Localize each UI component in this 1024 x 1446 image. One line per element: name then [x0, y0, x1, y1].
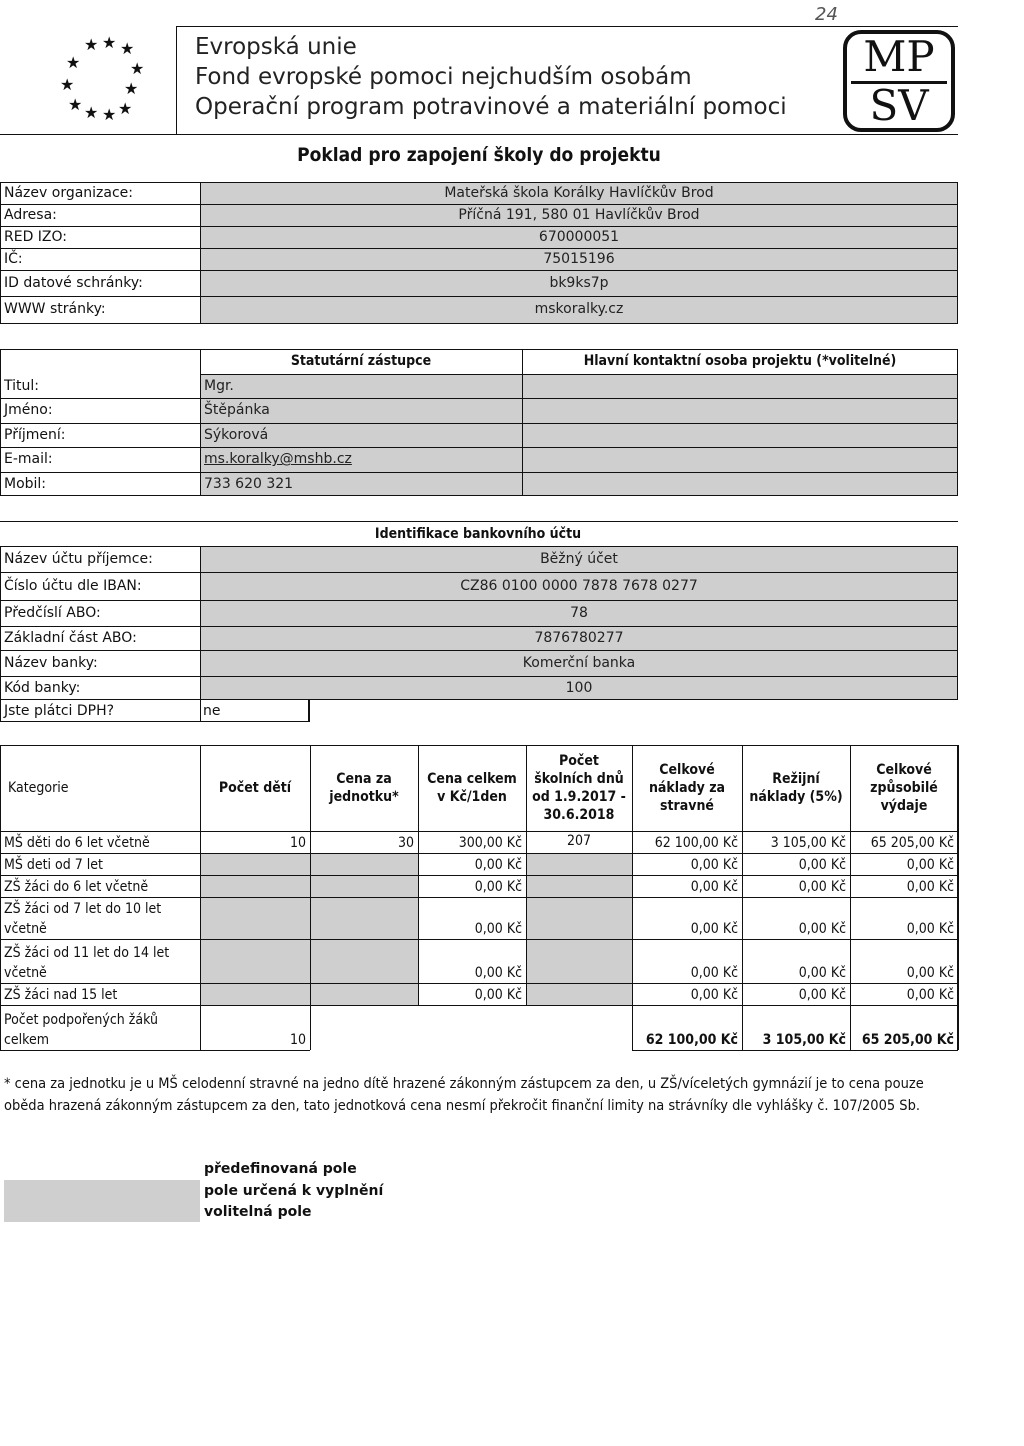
svg-text:★: ★ — [68, 95, 83, 114]
cost-category-text: ZŠ žáci od 7 let do 10 let včetně — [4, 901, 162, 937]
svg-text:★: ★ — [130, 59, 145, 78]
header-top-line — [176, 26, 958, 27]
bank-value[interactable]: Běžný účet — [540, 551, 618, 567]
person-value[interactable]: Mgr. — [204, 378, 234, 394]
cost-cell-overhead[interactable] — [742, 831, 850, 853]
cost-overhead-text: 0,00 Kč — [798, 921, 846, 937]
cost-header-cell — [418, 745, 526, 831]
cost-cell-per_day[interactable] — [418, 983, 526, 1005]
cost-header-text: Celkové způsobilé výdaje — [870, 762, 938, 814]
cost-grid-line — [0, 831, 958, 832]
total-food-text: 62 100,00 Kč — [645, 1032, 738, 1048]
person-value[interactable]: ms.koralky@mshb.cz — [204, 451, 352, 468]
cost-header-text: Celkové náklady za stravné — [648, 762, 726, 814]
cost-cell-unit[interactable] — [310, 939, 418, 983]
bank-value[interactable]: 7876780277 — [534, 630, 624, 646]
cost-overhead-text: 0,00 Kč — [798, 965, 846, 981]
bank-value[interactable]: 78 — [570, 605, 588, 621]
person-row-line — [0, 398, 958, 399]
vat-value[interactable]: ne — [203, 703, 221, 719]
cost-header-cell — [850, 745, 958, 831]
org-value[interactable]: bk9ks7p — [549, 275, 609, 291]
cost-cell-food[interactable] — [632, 853, 742, 875]
cost-cell-eligible[interactable] — [850, 875, 958, 897]
org-label: IČ: — [4, 251, 23, 267]
cost-cell-unit[interactable] — [310, 853, 418, 875]
org-label: Adresa: — [4, 207, 57, 223]
person-row-line — [0, 423, 958, 424]
cost-category-text: ZŠ žáci od 11 let do 14 let včetně — [4, 945, 170, 981]
org-label: RED IZO: — [4, 229, 68, 245]
cost-eligible-text: 65 205,00 Kč — [870, 835, 954, 851]
total-cell-overhead — [742, 1005, 850, 1050]
cost-grid-line — [0, 745, 958, 746]
bank-value[interactable]: CZ86 0100 0000 7878 7678 0277 — [460, 578, 698, 594]
cost-cell-days[interactable] — [526, 831, 632, 853]
bank-top-line — [0, 521, 958, 522]
svg-text:★: ★ — [84, 103, 99, 122]
cost-food-text: 0,00 Kč — [690, 987, 738, 1003]
svg-text:★: ★ — [120, 39, 135, 58]
cost-cell-unit[interactable] — [310, 983, 418, 1005]
total-eligible-text: 65 205,00 Kč — [861, 1032, 954, 1048]
persons-header-line — [200, 374, 958, 375]
cost-header-text: Počet školních dnů od 1.9.2017 - 30.6.2018 — [532, 753, 626, 823]
cost-grid-line — [0, 897, 958, 898]
svg-text:★: ★ — [124, 79, 139, 98]
cost-cell-count[interactable] — [200, 831, 310, 853]
cost-cell-food[interactable] — [632, 897, 742, 939]
cost-header-text: Cena celkem v Kč/1den — [427, 771, 517, 805]
bank-value[interactable]: 100 — [565, 680, 593, 696]
cost-cell-eligible[interactable] — [850, 897, 958, 939]
cost-grid-col — [310, 745, 311, 1050]
statutory-header: Statutární zástupce — [290, 353, 432, 369]
svg-text:★: ★ — [102, 33, 117, 52]
cost-grid-col — [742, 745, 743, 1050]
cost-overhead-text: 0,00 Kč — [798, 987, 846, 1003]
cost-eligible-text: 0,00 Kč — [906, 921, 954, 937]
cost-cell-category — [0, 983, 200, 1005]
org-label: ID datové schránky: — [4, 275, 143, 291]
cost-cell-days[interactable] — [526, 983, 632, 1005]
cost-grid-col — [632, 745, 633, 1050]
cost-grid-line — [0, 875, 958, 876]
cost-cell-per_day[interactable] — [418, 897, 526, 939]
cost-grid-col — [418, 745, 419, 1005]
cost-cell-days[interactable] — [526, 939, 632, 983]
mpsv-logo — [843, 30, 955, 132]
cost-cell-food[interactable] — [632, 939, 742, 983]
cost-header-cell — [526, 745, 632, 831]
cost-cell-overhead[interactable] — [742, 939, 850, 983]
cost-cell-count[interactable] — [200, 853, 310, 875]
legend-item-optional: volitelná pole — [204, 1204, 312, 1220]
bank-label: Předčíslí ABO: — [4, 605, 101, 621]
cost-grid-col — [850, 745, 851, 1050]
cost-cell-eligible[interactable] — [850, 853, 958, 875]
cost-cell-unit[interactable] — [310, 831, 418, 853]
cost-cell-overhead[interactable] — [742, 897, 850, 939]
cost-cell-count[interactable] — [200, 897, 310, 939]
cost-cell-category — [0, 875, 200, 897]
cost-overhead-text: 0,00 Kč — [798, 879, 846, 895]
cost-food-text: 62 100,00 Kč — [654, 835, 738, 851]
footnote: * cena za jednotku je u MŠ celodenní stravné na jedno dítě hrazené zákonným zástupcem za den, u ZŠ/víceletých gymnázií je to cena pouze oběda hrazená zákonným zástupcem za den, tato jednotková cena nesmí překročit finanční limity na strávníky dle vyhlášky č. 107/2005 Sb. — [4, 1076, 924, 1114]
cost-header-cell — [310, 745, 418, 831]
svg-text:★: ★ — [66, 53, 81, 72]
cost-grid-line — [0, 1050, 310, 1051]
cost-cell-count[interactable] — [200, 939, 310, 983]
bank-value[interactable]: Komerční banka — [522, 655, 636, 671]
cost-grid-line — [0, 939, 958, 940]
cost-grid-col — [526, 745, 527, 1005]
total-cell-food — [632, 1005, 742, 1050]
cost-cell-food[interactable] — [632, 875, 742, 897]
cost-cell-days[interactable] — [526, 875, 632, 897]
bank-label: Kód banky: — [4, 680, 81, 696]
cost-grid-col — [0, 745, 1, 1050]
total-category-text: Počet podpořených žáků celkem — [4, 1012, 158, 1048]
cost-category-text: ZŠ žáci do 6 let včetně — [4, 879, 149, 895]
legend-item-fill: pole určená k vyplnění — [204, 1183, 384, 1199]
cost-days-text: 207 — [566, 833, 592, 849]
person-label: Titul: — [4, 378, 39, 394]
cost-header-text: Cena za jednotku* — [329, 771, 399, 805]
person-label: E-mail: — [4, 451, 53, 468]
cost-cell-days[interactable] — [526, 853, 632, 875]
cost-cell-count[interactable] — [200, 983, 310, 1005]
org-value[interactable]: Mateřská škola Korálky Havlíčkův Brod — [444, 185, 714, 201]
page-number: 24 — [815, 4, 838, 25]
person-row-line — [0, 447, 958, 448]
cost-food-text: 0,00 Kč — [690, 965, 738, 981]
bank-label: Název banky: — [4, 655, 98, 671]
org-label: WWW stránky: — [4, 301, 106, 317]
legend-item-predefined: předefinovaná pole — [204, 1161, 357, 1177]
person-value[interactable]: 733 620 321 — [204, 475, 294, 492]
cost-cell-count[interactable] — [200, 875, 310, 897]
header-line-1: Evropská unie — [195, 34, 357, 60]
cost-per_day-text: 300,00 Kč — [458, 835, 522, 851]
org-value[interactable]: Příčná 191, 580 01 Havlíčkův Brod — [458, 207, 700, 223]
cost-cell-per_day[interactable] — [418, 875, 526, 897]
bank-header: Identifikace bankovního účtu — [374, 526, 582, 542]
cost-cell-category — [0, 897, 200, 939]
cost-header-cell — [742, 745, 850, 831]
header-line-3: Operační program potravinové a materiální pomoci — [195, 94, 787, 120]
eu-flag — [36, 26, 176, 134]
cost-cell-eligible[interactable] — [850, 939, 958, 983]
org-value[interactable]: 670000051 — [538, 229, 620, 245]
cost-header-text: Režijní náklady (5%) — [749, 771, 843, 805]
mpsv-logo-bottom: SV — [869, 81, 929, 130]
cost-cell-overhead[interactable] — [742, 875, 850, 897]
cost-overhead-text: 0,00 Kč — [798, 857, 846, 873]
header-line-2: Fond evropské pomoci nejchudším osobám — [195, 64, 692, 90]
cost-eligible-text: 0,00 Kč — [906, 987, 954, 1003]
cost-cell-eligible[interactable] — [850, 983, 958, 1005]
cost-overhead-text: 3 105,00 Kč — [770, 835, 846, 851]
cost-grid-line — [0, 983, 958, 984]
svg-text:★: ★ — [118, 99, 133, 118]
cost-category-text: MŠ deti od 7 let — [4, 857, 103, 873]
cost-cell-category — [0, 939, 200, 983]
cost-food-text: 0,00 Kč — [690, 857, 738, 873]
cost-cell-overhead[interactable] — [742, 853, 850, 875]
cost-cell-per_day[interactable] — [418, 939, 526, 983]
cost-eligible-text: 0,00 Kč — [906, 857, 954, 873]
org-value[interactable]: mskoralky.cz — [534, 301, 624, 317]
total-cell-eligible — [850, 1005, 958, 1050]
vat-label: Jste plátci DPH? — [4, 703, 115, 719]
person-label: Jméno: — [4, 402, 53, 419]
cost-grid-line — [0, 1005, 958, 1006]
person-label: Příjmení: — [4, 426, 66, 443]
total-overhead-text: 3 105,00 Kč — [762, 1032, 846, 1048]
cost-per_day-text: 0,00 Kč — [474, 921, 522, 937]
cost-grid-line — [0, 853, 958, 854]
cost-cell-eligible[interactable] — [850, 831, 958, 853]
total-cell-category — [0, 1005, 200, 1050]
contact-header: Hlavní kontaktní osoba projektu (*volitelné) — [583, 353, 897, 369]
cost-header-cell — [0, 745, 200, 831]
cost-header-text: Počet dětí — [218, 780, 292, 796]
cost-eligible-text: 0,00 Kč — [906, 879, 954, 895]
svg-text:★: ★ — [60, 75, 75, 94]
header-divider — [176, 26, 177, 134]
cost-per_day-text: 0,00 Kč — [474, 879, 522, 895]
person-row-line — [0, 472, 958, 473]
cost-per_day-text: 0,00 Kč — [474, 857, 522, 873]
org-label: Název organizace: — [4, 185, 134, 201]
cost-cell-category — [0, 831, 200, 853]
cost-eligible-text: 0,00 Kč — [906, 965, 954, 981]
cost-cell-unit[interactable] — [310, 875, 418, 897]
cost-grid-col — [200, 745, 201, 1050]
cost-food-text: 0,00 Kč — [690, 879, 738, 895]
bank-label: Název účtu příjemce: — [4, 551, 153, 567]
svg-text:★: ★ — [84, 35, 99, 54]
cost-grid-line — [632, 1050, 958, 1051]
cost-grid-col — [958, 745, 959, 1050]
legend-swatch — [4, 1180, 200, 1222]
cost-cell-days[interactable] — [526, 897, 632, 939]
total-cell-count — [200, 1005, 310, 1050]
cost-cell-per_day[interactable] — [418, 831, 526, 853]
cost-category-text: ZŠ žáci nad 15 let — [4, 987, 118, 1003]
cost-category-text: MŠ děti do 6 let včetně — [4, 835, 150, 851]
bank-label: Číslo účtu dle IBAN: — [4, 578, 142, 594]
mpsv-logo-top: MP — [863, 32, 935, 81]
cost-count-text: 10 — [289, 835, 306, 851]
header-bottom-line — [0, 134, 958, 135]
cost-cell-food[interactable] — [632, 831, 742, 853]
cost-header-text: Kategorie — [8, 780, 69, 796]
person-value[interactable]: Štěpánka — [204, 402, 270, 419]
cost-per_day-text: 0,00 Kč — [474, 987, 522, 1003]
total-count-text: 10 — [289, 1032, 306, 1048]
cost-header-cell — [200, 745, 310, 831]
org-value[interactable]: 75015196 — [543, 251, 615, 267]
cost-per_day-text: 0,00 Kč — [474, 965, 522, 981]
cost-grid-col — [957, 745, 958, 1050]
page-title: Poklad pro zapojení školy do projektu — [297, 144, 661, 166]
cost-food-text: 0,00 Kč — [690, 921, 738, 937]
cost-cell-per_day[interactable] — [418, 853, 526, 875]
bank-label: Základní část ABO: — [4, 630, 137, 646]
cost-header-cell — [632, 745, 742, 831]
person-value[interactable]: Sýkorová — [204, 426, 269, 443]
cost-cell-unit[interactable] — [310, 897, 418, 939]
cost-cell-category — [0, 853, 200, 875]
person-label: Mobil: — [4, 475, 47, 492]
cost-unit-text: 30 — [397, 835, 414, 851]
cost-cell-food[interactable] — [632, 983, 742, 1005]
svg-text:★: ★ — [102, 105, 117, 124]
cost-cell-overhead[interactable] — [742, 983, 850, 1005]
